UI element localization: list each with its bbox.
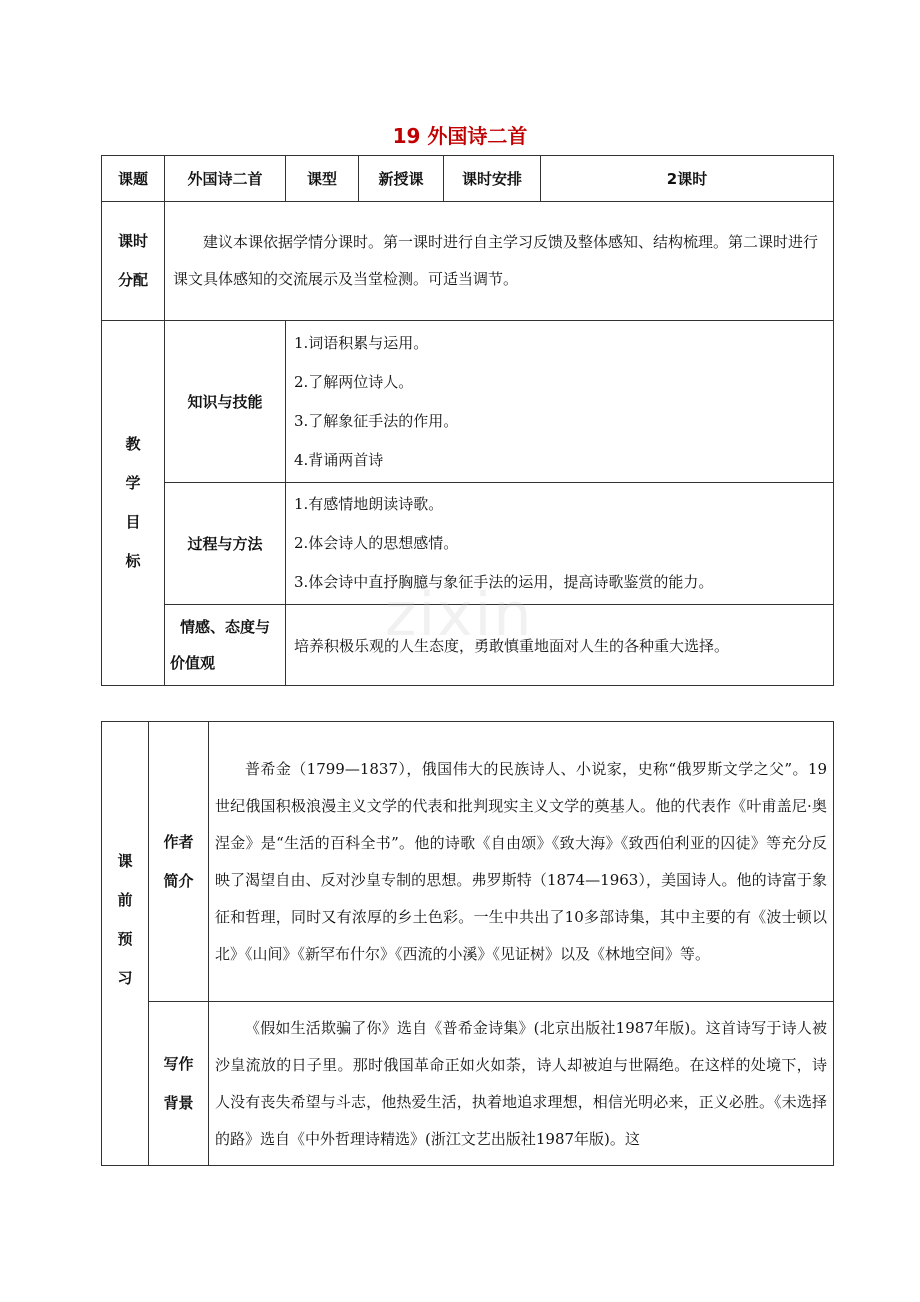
zhishi-label: 知识与技能 — [165, 321, 286, 483]
fenpei-label — [102, 202, 165, 321]
yuxi-char: 习 — [117, 969, 133, 987]
zuozhe-label — [149, 722, 209, 1002]
fenpei-text: 建议本课依据学情分课时。第一课时进行自主学习反馈及整体感知、结构梳理。第二课时进行课文具体感知的交流展示及当堂检测。可适当调节。 — [165, 202, 834, 321]
qinggan-label-line1: 情感、态度与 — [179, 618, 270, 636]
zuozhe-row — [102, 722, 834, 1002]
beijing-row — [102, 1002, 834, 1166]
zhishi-list — [286, 321, 834, 483]
mubiao-char: 学 — [125, 474, 141, 492]
qinggan-label — [165, 605, 286, 686]
guocheng-list — [286, 483, 834, 605]
lesson-plan-table — [101, 155, 834, 686]
qinggan-label-line2: 价值观 — [170, 654, 216, 672]
qinggan-text: 培养积极乐观的人生态度，勇敢慎重地面对人生的各种重大选择。 — [286, 605, 834, 686]
zuozhe-text: 普希金（1799—1837），俄国伟大的民族诗人、小说家，史称“俄罗斯文学之父”。19世纪俄国积极浪漫主义文学的代表和批判现实主义文学的奠基人。他的代表作《叶甫盖尼·奥涅金》是“生活的百科全书”。他的诗歌《自由颂》《致大海》《致西伯利亚的囚徒》等充分反映了渴望自由、反对沙皇专制的思想。弗罗斯特（1874—1963），美国诗人。他的诗富于象征和哲理，同时又有浓厚的乡土色彩。一生中共出了10多部诗集，其中主要的有《波士顿以北》《山间》《新罕布什尔》《西流的小溪》《见证树》以及《林地空间》等。 — [209, 722, 834, 1002]
page-title: 19 外国诗二首 — [392, 124, 528, 148]
zuozhe-label-line1: 作者 — [163, 832, 194, 851]
list-item: 3.了解象征手法的作用。 — [294, 411, 459, 430]
yuxi-char: 课 — [117, 852, 133, 870]
list-item: 2.体会诗人的思想感情。 — [294, 534, 459, 552]
beijing-label-line2: 背景 — [163, 1093, 194, 1112]
list-item: 1.有感情地朗读诗歌。 — [294, 495, 444, 513]
yuxi-label — [102, 722, 149, 1166]
beijing-label — [149, 1002, 209, 1166]
beijing-label-line1: 写作 — [163, 1054, 194, 1073]
mubiao-char: 标 — [125, 552, 141, 570]
keti-value: 外国诗二首 — [165, 156, 286, 202]
guocheng-row — [102, 483, 834, 605]
keti-label: 课题 — [102, 156, 165, 202]
watermark: zixin — [385, 580, 534, 650]
qinggan-row — [102, 605, 834, 686]
anpai-label: 课时安排 — [444, 156, 541, 202]
anpai-value: 2课时 — [541, 156, 834, 202]
preview-table — [101, 721, 834, 1166]
fenpei-label-line2: 分配 — [117, 271, 148, 289]
mubiao-label — [102, 321, 165, 686]
fenpei-row — [102, 202, 834, 321]
yuxi-char: 预 — [117, 930, 133, 948]
zuozhe-label-line2: 简介 — [163, 871, 194, 890]
guocheng-label: 过程与方法 — [165, 483, 286, 605]
kexing-label: 课型 — [286, 156, 359, 202]
list-item: 1.词语积累与运用。 — [294, 333, 429, 352]
kexing-value: 新授课 — [359, 156, 444, 202]
fenpei-label-line1: 课时 — [117, 232, 148, 250]
zhishi-row — [102, 321, 834, 483]
beijing-text: 《假如生活欺骗了你》选自《普希金诗集》(北京出版社1987年版)。这首诗写于诗人被沙皇流放的日子里。那时俄国革命正如火如荼，诗人却被迫与世隔绝。在这样的处境下，诗人没有丧失希望与斗志，他热爱生活，执着地追求理想，相信光明必来，正义必胜。《未选择的路》选自《中外哲理诗精选》(浙江文艺出版社1987年版)。这 — [209, 1002, 834, 1166]
list-item: 3.体会诗中直抒胸臆与象征手法的运用，提高诗歌鉴赏的能力。 — [294, 573, 714, 591]
list-item: 2.了解两位诗人。 — [294, 372, 414, 391]
mubiao-char: 目 — [125, 513, 141, 531]
header-row — [102, 156, 834, 202]
list-item: 4.背诵两首诗 — [294, 450, 384, 469]
yuxi-char: 前 — [117, 891, 133, 909]
mubiao-char: 教 — [125, 435, 141, 453]
